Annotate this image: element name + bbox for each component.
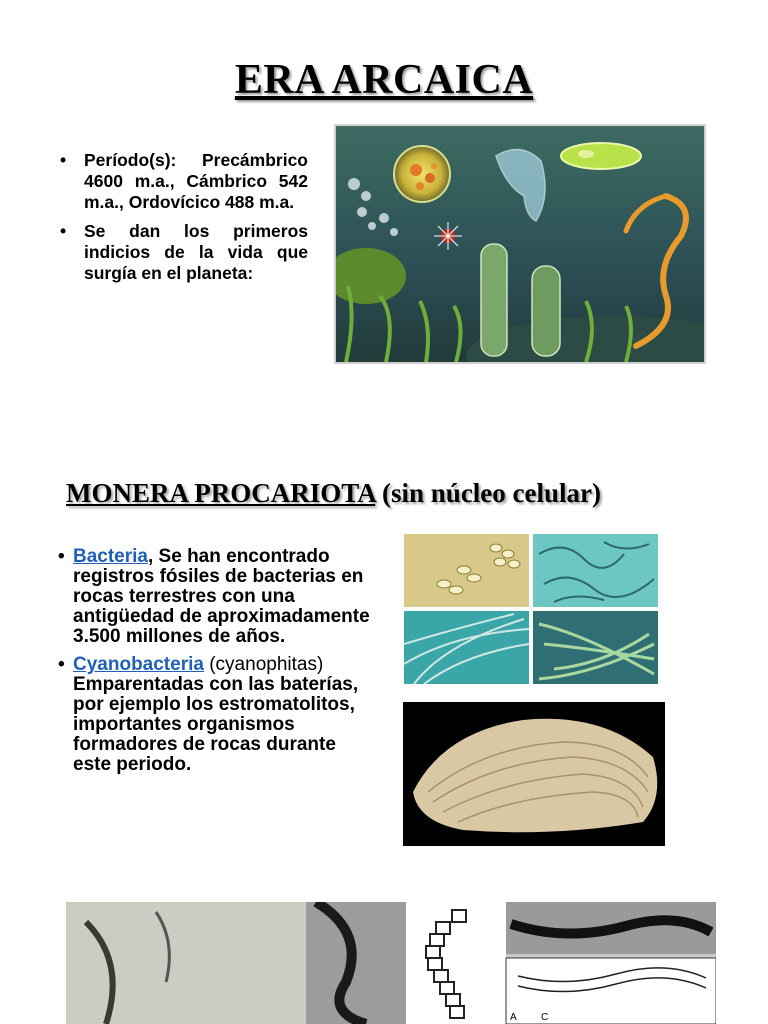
primitive-sea-life-illustration (334, 124, 706, 364)
figure-label-a: A (510, 1012, 517, 1023)
fossil-microfossils-strip (66, 902, 716, 1024)
bullet-periods: • Período(s): Precámbrico 4600 m.a., Cámbrico 542 m.a., Ordovícico 488 m.a. (60, 150, 308, 213)
bacteria-link[interactable]: Bacteria (73, 546, 148, 567)
stromatolite-rock-image (403, 702, 665, 846)
era-bullets (60, 150, 308, 292)
page-title: ERA ARCAICA (234, 57, 534, 103)
monera-bullets (58, 547, 378, 783)
bacteria-text: , Se han encontrado registros fósiles de bacterias en rocas terrestres con una antigüedad de aproximadamente 3.500 millones de años. (73, 546, 370, 647)
cyanobacteria-text: Emparentadas con las baterías, por ejemplo los estromatolitos, importantes organismos formadores de rocas durante este periodo. (73, 674, 359, 775)
heading-monera-main: MONERA PROCARIOTA (66, 478, 376, 508)
bacteria-micrographs-grid (404, 534, 658, 684)
cyanobacteria-plain-text: (cyanophitas) (203, 654, 324, 675)
bullet-first-life: • Se dan los primeros indicios de la vida que surgía en el planeta: (60, 221, 308, 284)
cyanobacteria-link[interactable]: Cyanobacteria (73, 654, 204, 675)
section-heading-monera (66, 478, 746, 509)
figure-label-c: C (541, 1012, 549, 1023)
heading-monera-sub: (sin núcleo celular) (375, 478, 601, 508)
bullet-cyanobacteria (58, 655, 378, 775)
bullet-bacteria (58, 547, 378, 647)
